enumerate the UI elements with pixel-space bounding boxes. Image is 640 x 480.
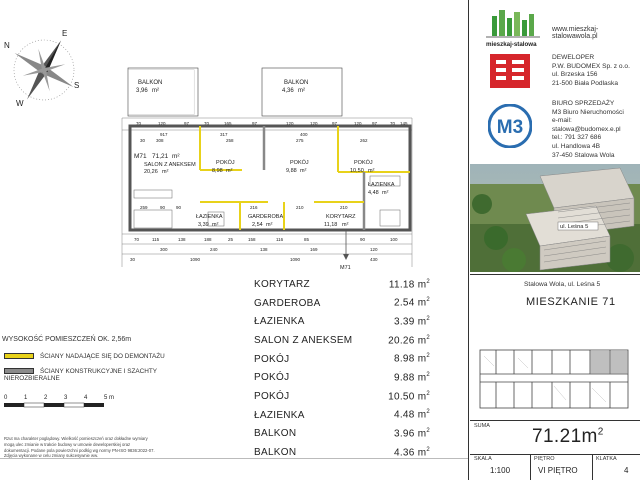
- dim-bottom-0: 70: [134, 237, 140, 242]
- room-row-name: SALON Z ANEKSEM: [254, 334, 353, 346]
- room-6-area: 2,54: [252, 222, 263, 228]
- sales-line: 37-450 Stalowa Wola: [552, 151, 615, 159]
- svg-text:m²: m²: [162, 169, 169, 175]
- dim-top-11: 70: [390, 121, 396, 126]
- room-6-name: GARDEROBA: [248, 214, 284, 220]
- dim-bottom-3: 188: [204, 237, 212, 242]
- dim-top-2: 97: [184, 121, 190, 126]
- dim-bottom-7: 116: [276, 237, 284, 242]
- area-label: SUMA: [474, 423, 490, 429]
- dim-3-2: 258: [226, 138, 234, 143]
- room-row-name: POKÓJ: [254, 390, 290, 402]
- dim-mid-6: 210: [296, 205, 304, 210]
- room-row-unit: 2: [426, 297, 430, 304]
- room-row-area: 3.39 m: [393, 316, 427, 328]
- room-row-area: 4.36 m: [393, 447, 427, 459]
- svg-text:m²: m²: [152, 88, 159, 94]
- building-render: [470, 164, 640, 272]
- dim-mid-2: 90: [176, 205, 182, 210]
- footer-rule: [470, 454, 640, 455]
- room-row-area: 4.48 m: [393, 409, 427, 421]
- room-row-name: BALKON: [254, 428, 297, 440]
- balcony-2-name: BALKON: [284, 80, 309, 86]
- height-note: WYSOKOŚĆ POMIESZCZEŃ OK. 2,56m: [2, 336, 132, 343]
- room-row: [254, 387, 430, 406]
- dim-2-0: 917: [160, 132, 168, 137]
- render-tag: ul. Leśna 5: [560, 224, 589, 230]
- brand-logo: [480, 6, 560, 48]
- staircase-value: 4: [624, 466, 629, 475]
- dim-top-7: 120: [310, 121, 318, 126]
- footer-divider-1: [530, 454, 531, 480]
- balcony-2-area: 4,36: [282, 88, 294, 94]
- legend-structural-swatch: [4, 368, 34, 374]
- entry-label: M71: [340, 265, 351, 271]
- room-3-area: 10,50: [350, 168, 364, 174]
- floor-plan: [100, 62, 468, 272]
- developer-logo: [490, 54, 530, 88]
- room-row: [254, 331, 430, 350]
- svg-text:m²: m²: [382, 190, 389, 196]
- scale-tick-4: 4: [84, 395, 88, 401]
- dim-mid-3: 216: [250, 205, 258, 210]
- room-0-area: 20,26: [144, 169, 158, 175]
- apartment-title: MIESZKANIE 71: [526, 296, 616, 308]
- dim-bottom-4: 25: [228, 237, 234, 242]
- dim-bottom2-7: 120: [370, 247, 378, 252]
- dim-top-6: 120: [286, 121, 294, 126]
- room-row: [254, 443, 430, 462]
- room-row: [254, 350, 430, 369]
- address-rule: [470, 274, 640, 275]
- room-row-unit: 2: [426, 334, 430, 341]
- developer-info: [552, 54, 630, 88]
- compass-south-label: S: [74, 81, 80, 90]
- dim-bottom3-3: 430: [370, 257, 378, 262]
- room-row-unit: 2: [426, 353, 430, 360]
- room-3-name: POKÓJ: [354, 160, 373, 166]
- room-2-name: POKÓJ: [290, 160, 309, 166]
- project-address: Stalowa Wola, ul. Leśna 5: [524, 281, 601, 288]
- dim-2-2: 400: [300, 132, 308, 137]
- dim-top-3: 70: [204, 121, 210, 126]
- legend-demolish: [4, 353, 165, 360]
- scale-tick-5: 5 m: [104, 395, 115, 401]
- room-row-unit: 2: [426, 390, 430, 397]
- room-row-name: ŁAZIENKA: [254, 409, 305, 421]
- dim-bottom2-5: 169: [310, 247, 318, 252]
- sales-line: tel.: 791 327 686: [552, 134, 602, 142]
- dim-top-8: 97: [332, 121, 338, 126]
- legend-demolish-swatch: [4, 353, 34, 359]
- room-row-name: POKÓJ: [254, 353, 290, 365]
- room-row: [254, 275, 430, 294]
- sheet-divider: [468, 0, 469, 480]
- dim-bottom-12: 90: [360, 237, 366, 242]
- room-row-unit: 2: [426, 409, 430, 416]
- dim-bottom2-3: 138: [260, 247, 268, 252]
- room-row-area: 9.88 m: [393, 372, 427, 384]
- footer-divider-2: [592, 454, 593, 480]
- room-row-name: KORYTARZ: [254, 278, 310, 290]
- dim-top-5: 97: [252, 121, 258, 126]
- brand-logo-text: mieszkaj-stalowa: [486, 41, 537, 48]
- room-row-unit: 2: [426, 278, 430, 285]
- compass-rose: [0, 26, 96, 110]
- disclaimer: [4, 436, 184, 459]
- svg-text:m²: m²: [212, 222, 219, 228]
- developer-line: 21-500 Biała Podlaska: [552, 79, 618, 87]
- sales-line: M3 Biuro Nieruchomości: [552, 108, 624, 116]
- room-0-name: SALON Z ANEKSEM: [144, 162, 196, 168]
- sales-title: BIURO SPRZEDAŻY: [552, 100, 615, 107]
- svg-text:m²: m²: [226, 168, 233, 174]
- dim-2-1: 317: [220, 132, 228, 137]
- legend-demolish-label: ŚCIANY NADAJĄCE SIĘ DO DEMONTAŻU: [40, 353, 165, 360]
- room-row: [254, 368, 430, 387]
- dim-bottom3-2: 1090: [290, 257, 301, 262]
- svg-text:m²: m²: [300, 168, 307, 174]
- svg-text:m²: m²: [172, 153, 180, 160]
- room-row-area: 3.96 m: [393, 428, 427, 440]
- room-2-area: 9,88: [286, 168, 297, 174]
- room-row: [254, 406, 430, 425]
- disclaimer-line: dokumentacji. Podane pola powierzchni podłóg wg normy PN-ISO 9836:2022-07.: [4, 447, 155, 453]
- room-row-area: 8.98 m: [393, 353, 427, 365]
- dim-mid-1: 90: [160, 205, 166, 210]
- room-row-unit: 2: [426, 316, 430, 323]
- scale-label: SKALA: [474, 456, 492, 462]
- svg-text:m²: m²: [266, 222, 273, 228]
- room-row-unit: 2: [426, 446, 430, 453]
- dim-bottom2-2: 240: [210, 247, 218, 252]
- scale-bar: [4, 392, 134, 416]
- room-row: [254, 294, 430, 313]
- scale-tick-3: 3: [64, 395, 68, 401]
- scale-tick-0: 0: [4, 395, 8, 401]
- dim-3-0: 30: [140, 138, 146, 143]
- room-row-area: 11.18 m: [388, 279, 427, 290]
- room-1-area: 8,98: [212, 168, 223, 174]
- balcony-1-name: BALKON: [138, 80, 163, 86]
- dim-mid-10: 210: [340, 205, 348, 210]
- scale-tick-2: 2: [44, 395, 48, 401]
- dim-bottom-6: 158: [248, 237, 256, 242]
- sales-line: e-mail: stalowa@budomex.e.pl: [552, 117, 621, 133]
- room-row-area: 10.50 m: [388, 391, 427, 403]
- highlighted-unit: [590, 351, 628, 374]
- room-5-area: 3,39: [198, 222, 209, 228]
- dim-bottom2-0: 300: [160, 247, 168, 252]
- disclaimer-line: Rzut ma charakter poglądowy. Wielkość pomieszczeń oraz dokładne wymiary: [4, 436, 148, 441]
- room-row: [254, 425, 430, 444]
- area-rule: [470, 420, 640, 421]
- dim-top-1: 120: [158, 121, 166, 126]
- room-1-name: POKÓJ: [216, 160, 235, 166]
- dim-3-4: 262: [360, 138, 368, 143]
- dim-3-1: 308: [156, 138, 164, 143]
- developer-title: DEWELOPER: [552, 54, 595, 61]
- sales-line: ul. Handlowa 4B: [552, 142, 601, 150]
- dim-bottom-9: 85: [304, 237, 310, 242]
- room-4-name: ŁAZIENKA: [368, 182, 395, 188]
- scale-tick-1: 1: [24, 395, 28, 401]
- dim-bottom3-0: 30: [130, 257, 136, 262]
- room-4-area: 4,48: [368, 190, 379, 196]
- legend-structural-label: ŚCIANY KONSTRUKCYJNE I SZACHTY NIEROZBIERALNE: [4, 368, 157, 382]
- developer-line: ul. Brzeska 156: [552, 71, 598, 79]
- area-value-wrap: [532, 426, 604, 448]
- unit-area: 71,21: [152, 153, 169, 160]
- sales-logo: [488, 104, 532, 148]
- room-7-name: KORYTARZ: [326, 214, 356, 220]
- staircase-label: KLATKA: [596, 456, 617, 462]
- room-area-table: [254, 275, 430, 462]
- room-row-unit: 2: [426, 372, 430, 379]
- sales-info: [552, 100, 640, 160]
- unit-label: M71: [134, 153, 147, 160]
- svg-text:m²: m²: [342, 222, 349, 228]
- disclaimer-line: Zdjęcia wykonane w celu zmiany sukcesywnie ww.: [4, 453, 99, 459]
- dim-mid-0: 259: [140, 205, 148, 210]
- floor-label: PIĘTRO: [534, 456, 555, 462]
- dim-bottom-1: 115: [152, 237, 160, 242]
- room-7-area: 11,18: [324, 222, 338, 228]
- room-5-name: ŁAZIENKA: [196, 214, 223, 220]
- room-row-name: ŁAZIENKA: [254, 316, 305, 328]
- scale-value: 1:100: [490, 466, 511, 475]
- room-row-name: BALKON: [254, 447, 297, 459]
- legend-structural: [4, 368, 204, 382]
- sales-logo-text: M3: [496, 117, 524, 138]
- compass-north-label: N: [4, 41, 10, 50]
- area-value: 71.21m: [532, 426, 598, 447]
- dim-bottom-2: 138: [178, 237, 186, 242]
- room-row: [254, 312, 430, 331]
- dim-bottom-13: 100: [390, 237, 398, 242]
- disclaimer-line: mogą ulec zmianie w trakcie budowy w umowie deweloperskiej oraz: [4, 441, 131, 447]
- developer-line: P.W. BUDOMEX Sp. z o.o.: [552, 62, 630, 70]
- balcony-1-area: 3,96: [136, 88, 148, 94]
- dim-top-12: 145: [400, 121, 408, 126]
- area-unit: 2: [597, 426, 604, 438]
- room-row-name: GARDEROBA: [254, 297, 321, 309]
- dim-3-3: 275: [296, 138, 304, 143]
- room-row-name: POKÓJ: [254, 372, 290, 384]
- dim-bottom3-1: 1090: [190, 257, 201, 262]
- floor-location-plan: [474, 346, 634, 414]
- dim-top-4: 165: [224, 121, 232, 126]
- dim-top-10: 97: [372, 121, 378, 126]
- room-row-area: 20.26 m: [388, 335, 427, 347]
- room-row-area: 2.54 m: [393, 297, 427, 309]
- svg-text:m²: m²: [368, 168, 375, 174]
- dim-top-9: 120: [354, 121, 362, 126]
- room-row-unit: 2: [426, 428, 430, 435]
- compass-east-label: E: [62, 29, 68, 38]
- compass-west-label: W: [16, 99, 24, 108]
- brand-url: www.mieszkaj-stalowawola.pl: [552, 26, 599, 40]
- svg-text:m²: m²: [298, 88, 305, 94]
- dim-top-0: 70: [136, 121, 142, 126]
- floor-value: VI PIĘTRO: [538, 466, 578, 475]
